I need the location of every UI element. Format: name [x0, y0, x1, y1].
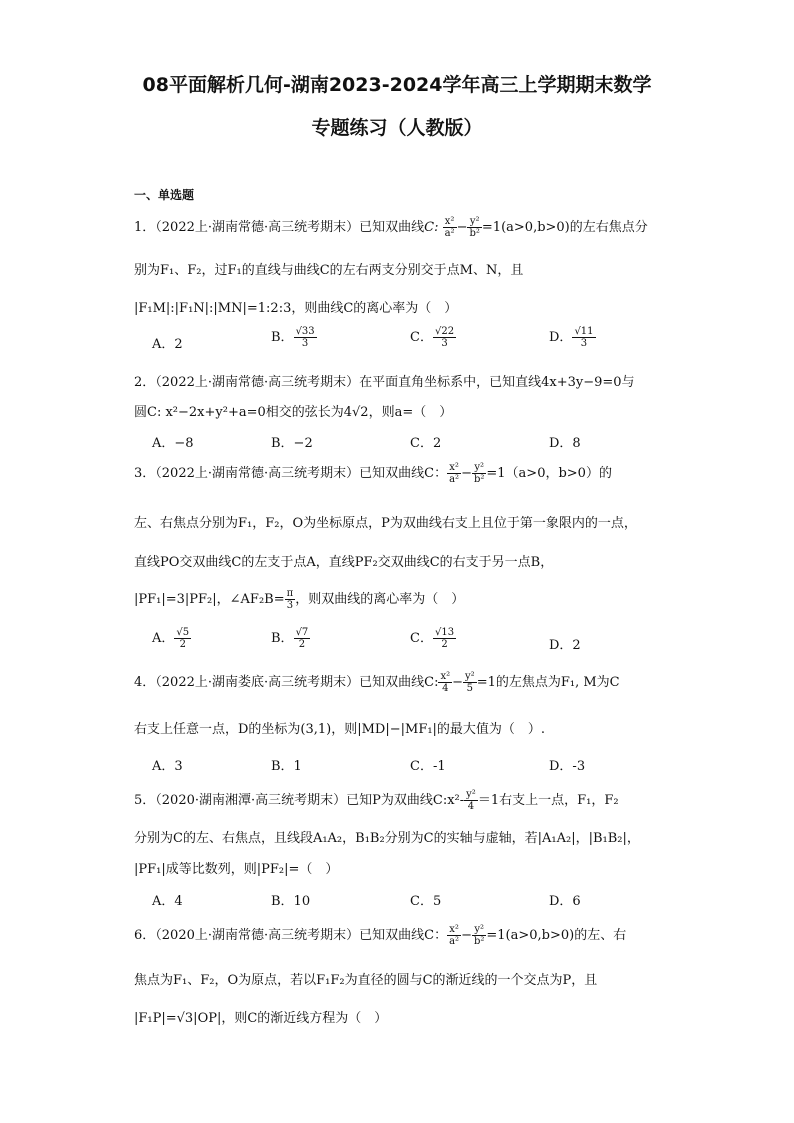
q6-line-1: 6．（2020上·湖南常德·高三统考期末）已知双曲线C： $\frac{\text{x²}}{\text{a²}}$ − $\frac{\text{y²}}{\text{b²}}$ =1(a>0,b>0)的左、右: [134, 924, 627, 947]
q5-option-d[interactable]: D．6: [549, 894, 581, 909]
q2-option-d[interactable]: D．8: [549, 436, 581, 451]
q3-option-a[interactable]: A． $\frac{√5}{2}$: [152, 627, 190, 650]
q2-option-a[interactable]: A．−8: [152, 436, 194, 451]
doc-title-line-2: 专题练习（人教版）: [311, 117, 483, 139]
q4-option-a[interactable]: A．3: [152, 759, 183, 774]
q1-line-3: |F₁M|:|F₁N|:|MN|=1:2:3，则曲线C的离心率为（ ）: [134, 301, 458, 316]
q2-line-2: 圆C: x²−2x+y²+a=0相交的弦长为4√2，则a=（ ）: [134, 405, 453, 420]
q5-line-3: |PF₁|成等比数列，则|PF₂|=（ ）: [134, 862, 339, 877]
q1-line-2: 别为F₁、F₂，过F₁的直线与曲线C的左右两支分别交于点M、N，且: [134, 263, 524, 278]
q1-option-c[interactable]: C． $\frac{√22}{3}$: [410, 326, 455, 349]
q1-option-b[interactable]: B． $\frac{√33}{3}$: [271, 326, 315, 349]
q4-option-c[interactable]: C．-1: [410, 759, 446, 774]
q2-option-b[interactable]: B．−2: [271, 436, 313, 451]
q5-option-c[interactable]: C．5: [410, 894, 442, 909]
q5-option-a[interactable]: A．4: [152, 894, 183, 909]
q1-frac-x: $\frac{\text{x²}}{\text{a²}}$: [444, 216, 455, 239]
q1-option-a[interactable]: A．2: [152, 337, 183, 352]
q3-line-1: 3．（2022上·湖南常德·高三统考期末）已知双曲线C： $\frac{\text{x²}}{\text{a²}}$ − $\frac{\text{y²}}{\text{b²}}$ =1（a>0，b>0）的: [134, 462, 612, 485]
section-heading: 一、单选题: [134, 188, 195, 202]
q3-option-c[interactable]: C． $\frac{√13}{2}$: [410, 627, 455, 650]
q3-line-4: |PF₁|=3|PF₂|，∠AF₂B= $\frac{\pi}{3}$ ，则双曲线的离心率为（ ）: [134, 588, 465, 611]
q4-line-1: 4．（2022上·湖南娄底·高三统考期末）已知双曲线C: $\frac{\text{x²}}{4}$ − $\frac{\text{y²}}{5}$ =1的左焦点为F₁, M为C: [134, 671, 620, 694]
q1-line-1: 1．（2022上·湖南常德·高三统考期末）已知双曲线C: $\frac{\text{x²}}{\text{a²}}$ − $\frac{\text{y²}}{\text{b²}}$ =1(a>0,b>0)的左右焦点分: [134, 216, 648, 239]
q1-frac-y: $\frac{\text{y²}}{\text{b²}}$: [469, 216, 480, 239]
q3-line-2: 左、右焦点分别为F₁，F₂，O为坐标原点，P为双曲线右支上且位于第一象限内的一点，: [134, 516, 637, 531]
q5-option-b[interactable]: B．10: [271, 894, 311, 909]
q4-option-d[interactable]: D．-3: [549, 759, 586, 774]
q1-option-d[interactable]: D． $\frac{√11}{3}$: [549, 326, 594, 349]
q2-line-1: 2．（2022上·湖南常德·高三统考期末）在平面直角坐标系中，已知直线4x+3y−9=0与: [134, 375, 635, 390]
q4-option-b[interactable]: B．1: [271, 759, 302, 774]
doc-title-line-1: 08平面解析几何-湖南2023-2024学年高三上学期期末数学: [142, 74, 652, 96]
q6-line-3: |F₁P|=√3|OP|，则C的渐近线方程为（ ）: [134, 1011, 388, 1026]
q5-line-2: 分别为C的左、右焦点，且线段A₁A₂，B₁B₂分别为C的实轴与虚轴，若|A₁A₂|，|B₁B₂|，: [134, 831, 640, 846]
q6-line-2: 焦点为F₁、F₂，O为原点，若以F₁F₂为直径的圆与C的渐近线的一个交点为P，且: [134, 973, 598, 988]
q3-line-3: 直线PO交双曲线C的左支于点A，直线PF₂交双曲线C的右支于另一点B，: [134, 555, 554, 570]
q4-line-2: 右支上任意一点，D的坐标为(3,1)，则|MD|−|MF₁|的最大值为（ ）.: [134, 722, 546, 737]
q3-option-d[interactable]: D．2: [549, 638, 581, 653]
q5-line-1: 5．（2020·湖南湘潭·高三统考期末）已知P为双曲线C:x²- $\frac{\text{y²}}{4}$ ＝1右支上一点，F₁，F₂: [134, 789, 619, 812]
q2-option-c[interactable]: C．2: [410, 436, 442, 451]
q3-option-b[interactable]: B． $\frac{√7}{2}$: [271, 627, 309, 650]
